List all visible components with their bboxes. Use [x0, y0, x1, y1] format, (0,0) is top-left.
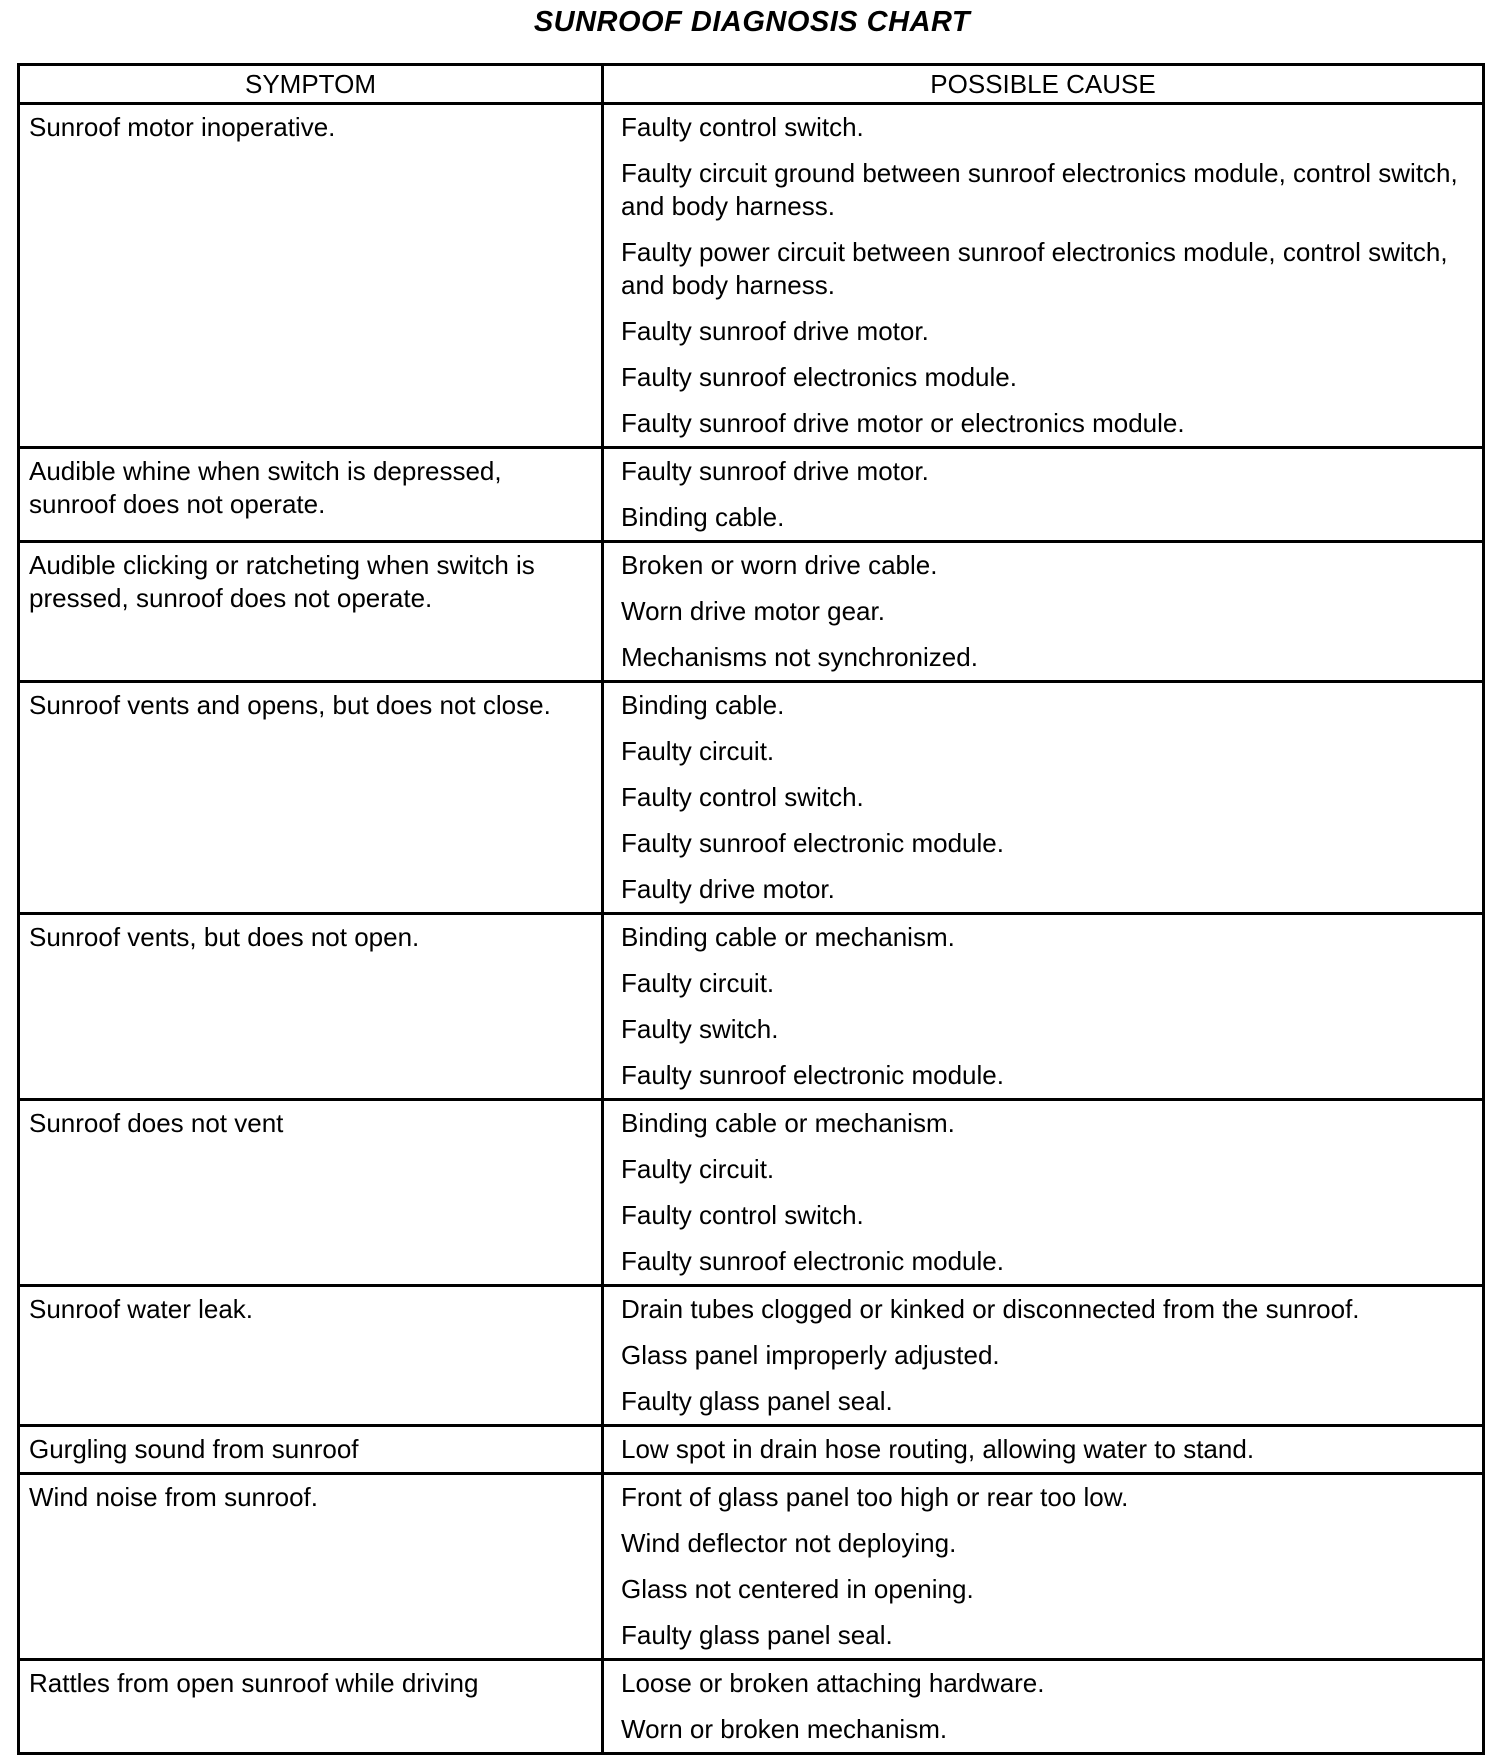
- cause-item: Loose or broken attaching hardware.: [621, 1668, 1045, 1698]
- cause-cell: [603, 914, 1484, 1100]
- cause-item: Faulty sunroof electronic module.: [621, 828, 1004, 858]
- cause-item: Faulty sunroof drive motor or electronics module.: [621, 408, 1185, 438]
- symptom-cell: Sunroof does not vent: [19, 1100, 603, 1286]
- cause-item: Faulty control switch.: [621, 1200, 864, 1230]
- symptom-cell: Sunroof vents and opens, but does not close.: [19, 682, 603, 914]
- cause-item: Faulty circuit.: [621, 736, 775, 766]
- cause-item: Faulty sunroof electronic module.: [621, 1060, 1004, 1090]
- cause-item: Faulty sunroof electronic module.: [621, 1246, 1004, 1276]
- symptom-cell: Sunroof vents, but does not open.: [19, 914, 603, 1100]
- cause-cell: [603, 1100, 1484, 1286]
- cause-item: Mechanisms not synchronized.: [621, 642, 978, 672]
- cause-cell: [603, 1426, 1484, 1474]
- cause-cell: [603, 1474, 1484, 1660]
- cause-item: Binding cable.: [621, 690, 785, 720]
- chart-title: SUNROOF DIAGNOSIS CHART: [533, 6, 971, 38]
- cause-item: Faulty glass panel seal.: [621, 1386, 893, 1416]
- cause-item: Glass panel improperly adjusted.: [621, 1340, 1000, 1370]
- cause-cell: [603, 682, 1484, 914]
- cause-cell: [603, 1660, 1484, 1754]
- cause-item: Faulty sunroof drive motor.: [621, 316, 929, 346]
- cause-item: Faulty circuit.: [621, 968, 775, 998]
- cause-item: Faulty glass panel seal.: [621, 1620, 893, 1650]
- cause-item: Broken or worn drive cable.: [621, 550, 938, 580]
- cause-item: Worn or broken mechanism.: [621, 1714, 948, 1744]
- symptom-cell: Sunroof motor inoperative.: [19, 104, 603, 448]
- cause-item: Faulty circuit.: [621, 1154, 775, 1184]
- cause-item: Binding cable.: [621, 502, 785, 532]
- table-row: [19, 1286, 1484, 1426]
- cause-cell: [603, 448, 1484, 542]
- table-row: [19, 914, 1484, 1100]
- cause-item: Faulty control switch.: [621, 782, 864, 812]
- cause-item: Faulty sunroof electronics module.: [621, 362, 1017, 392]
- table-row: [19, 682, 1484, 914]
- symptom-cell: Audible whine when switch is depressed, sunroof does not operate.: [19, 448, 603, 542]
- table-row: [19, 542, 1484, 682]
- cause-item: Drain tubes clogged or kinked or disconnected from the sunroof.: [621, 1294, 1360, 1324]
- cause-item: Faulty circuit ground between sunroof electronics module, control switch, and body harness.: [621, 158, 1458, 221]
- cause-item: Binding cable or mechanism.: [621, 1108, 955, 1138]
- diagnosis-table: [17, 63, 1485, 1755]
- symptom-cell: Gurgling sound from sunroof: [19, 1426, 603, 1474]
- table-row: [19, 1426, 1484, 1474]
- symptom-cell: Audible clicking or ratcheting when switch is pressed, sunroof does not operate.: [19, 542, 603, 682]
- cause-item: Faulty sunroof drive motor.: [621, 456, 929, 486]
- symptom-cell: Rattles from open sunroof while driving: [19, 1660, 603, 1754]
- table-body: [19, 104, 1484, 1754]
- cause-item: Faulty power circuit between sunroof electronics module, control switch, and body harness.: [621, 237, 1448, 300]
- cause-cell: [603, 1286, 1484, 1426]
- table-row: [19, 104, 1484, 448]
- cause-cell: [603, 104, 1484, 448]
- header-row: [19, 65, 1484, 104]
- table-row: [19, 448, 1484, 542]
- cause-item: Glass not centered in opening.: [621, 1574, 974, 1604]
- possible-cause-header: POSSIBLE CAUSE: [603, 65, 1484, 104]
- cause-item: Worn drive motor gear.: [621, 596, 885, 626]
- symptom-cell: Sunroof water leak.: [19, 1286, 603, 1426]
- cause-item: Binding cable or mechanism.: [621, 922, 955, 952]
- cause-item: Low spot in drain hose routing, allowing water to stand.: [621, 1434, 1255, 1464]
- cause-item: Faulty control switch.: [621, 112, 864, 142]
- cause-item: Faulty drive motor.: [621, 874, 835, 904]
- symptom-cell: Wind noise from sunroof.: [19, 1474, 603, 1660]
- cause-item: Front of glass panel too high or rear too low.: [621, 1482, 1129, 1512]
- table-row: [19, 1474, 1484, 1660]
- cause-cell: [603, 542, 1484, 682]
- table-row: [19, 1100, 1484, 1286]
- cause-item: Wind deflector not deploying.: [621, 1528, 957, 1558]
- symptom-header: SYMPTOM: [19, 65, 603, 104]
- cause-item: Faulty switch.: [621, 1014, 779, 1044]
- table-row: [19, 1660, 1484, 1754]
